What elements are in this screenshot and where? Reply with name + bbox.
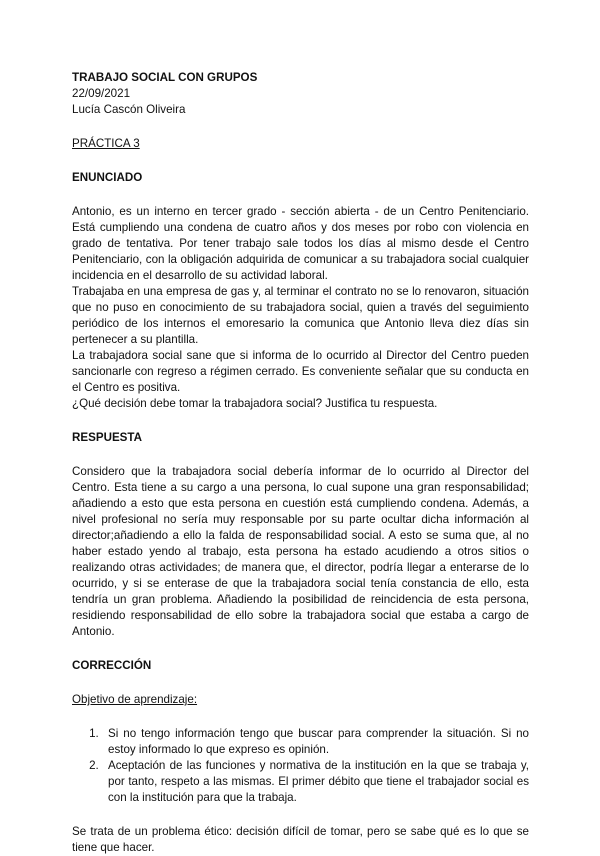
enunciado-question: ¿Qué decisión debe tomar la trabajadora social? Justifica tu respuesta. (72, 397, 438, 410)
list-item: 1. Si no tengo información tengo que buscar para comprender la situación. Si no estoy informado lo que expreso es opinión. (102, 726, 529, 758)
document-header (72, 70, 529, 118)
respuesta-paragraph: Considero que la trabajadora social debería informar de lo ocurrido al Director del Centro. Esta tiene a su cargo a una persona, lo cual supone una gran responsabilidad; añadiendo a esto que esta persona en cuestión está cumpliendo condena. Además, a nivel profesional no sería muy responsable por su parte ocultar dicha información al director;añadiendo a ello la falda de responsabilidad social. A esto se suma que, al no haber estado yendo al trabajo, esta persona ha estado acudiendo a otros sitios o realizando otras actividades; de manera que, el director, podría llegar a enterarse de lo ocurrido, y si se enterase de que la trabajadora social tenía constancia de ello, esta tendría un gran problema. Añadiendo la posibilidad de reincidencia de esta persona, residiendo responsabilidad de ello sobre la trabajadora social que estaba a cargo de Antonio. (72, 465, 529, 638)
enunciado-body (72, 204, 529, 412)
enunciado-paragraph: Antonio, es un interno en tercer grado - sección abierta - de un Centro Penitenciario. Está cumpliendo una condena de cuatro años y dos meses por robo con violencia en grado de tentativa. Por tener trabajo sale todos los días al mismo desde el Centro Penitenciario, con la obligación adquirida de comunicar a su trabajadora social cualquier incidencia en el desarrollo de su actividad laboral. (72, 205, 529, 282)
enunciado-heading: ENUNCIADO (72, 171, 143, 184)
document-date: 22/09/2021 (72, 87, 131, 100)
respuesta-heading: RESPUESTA (72, 431, 143, 444)
correccion-heading: CORRECCIÓN (72, 659, 152, 672)
author-name: Lucía Cascón Oliveira (72, 103, 186, 116)
conclusion-paragraph: Se trata de un problema ético: decisión difícil de tomar, pero se sabe qué es lo que se tiene que hacer. (72, 825, 529, 854)
practice-label: PRÁCTICA 3 (72, 137, 140, 150)
enunciado-paragraph: Trabajaba en una empresa de gas y, al terminar el contrato no se lo renovaron, situación que no puso en conocimiento de su trabajadora social, quien a través del seguimiento periódico de los internos el emoresario la comunica que Antonio lleva diez días sin pertenecer a su plantilla. (72, 285, 529, 346)
objective-list (72, 726, 529, 806)
enunciado-paragraph: La trabajadora social sane que si informa de lo ocurrido al Director del Centro pueden sancionarle con regreso a régimen cerrado. Es conveniente señalar que su conducta en el Centro es positiva. (72, 349, 529, 394)
list-item: 2. Aceptación de las funciones y normativa de la institución en la que se trabaja y, por tanto, respeto a las mismas. El primer débito que tiene el trabajador social es con la institución para que la trabaja. (102, 758, 529, 806)
course-title: TRABAJO SOCIAL CON GRUPOS (72, 71, 258, 84)
learning-objective-label: Objetivo de aprendizaje: (72, 693, 198, 706)
